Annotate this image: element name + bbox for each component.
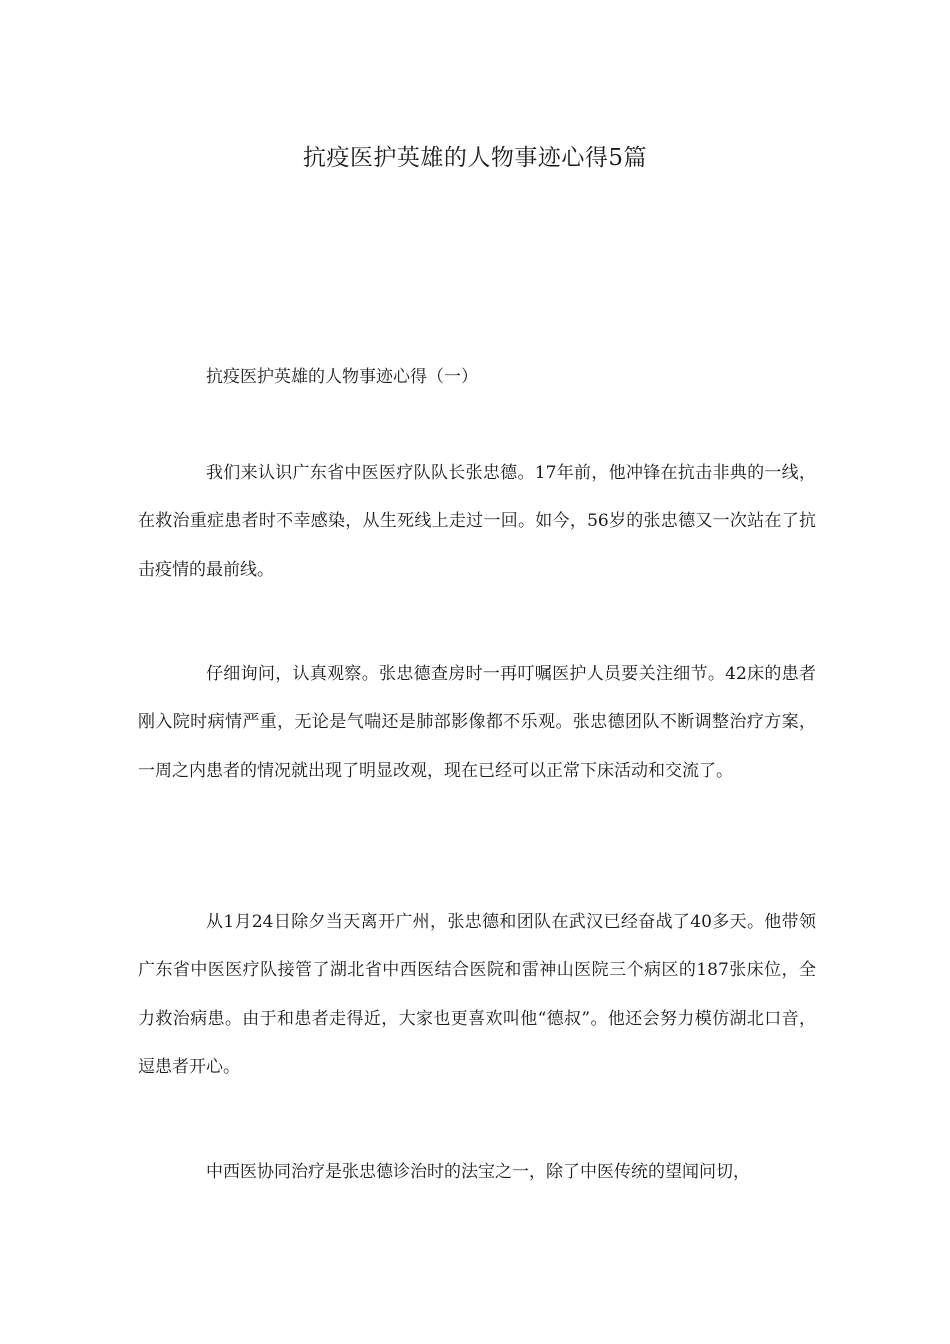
paragraph-1: 我们来认识广东省中医医疗队队长张忠德。17年前，他冲锋在抗击非典的一线，在救治重症患者时不幸感染，从生死线上走过一回。如今，56岁的张忠德又一次站在了抗击疫情的最前线。 bbox=[138, 463, 816, 580]
paragraph-4: 中西医协同治疗是张忠德诊治时的法宝之一，除了中医传统的望闻问切， bbox=[206, 1162, 750, 1182]
document-title: 抗疫医护英雄的人物事迹心得5篇 bbox=[302, 145, 648, 171]
section-heading: 抗疫医护英雄的人物事迹心得（一） bbox=[206, 367, 478, 387]
paragraph-3: 从1月24日除夕当天离开广州，张忠德和团队在武汉已经奋战了40多天。他带领广东省中医医疗队接管了湖北省中西医结合医院和雷神山医院三个病区的187张床位，全力救治病患。由于和患者走得近，大家也更喜欢叫他“德叔”。他还会努力模仿湖北口音，逗患者开心。 bbox=[138, 912, 816, 1077]
paragraph-2: 仔细询问，认真观察。张忠德查房时一再叮嘱医护人员要关注细节。42床的患者刚入院时病情严重，无论是气喘还是肺部影像都不乐观。张忠德团队不断调整治疗方案，一周之内患者的情况就出现了明显改观，现在已经可以正常下床活动和交流了。 bbox=[138, 664, 816, 781]
